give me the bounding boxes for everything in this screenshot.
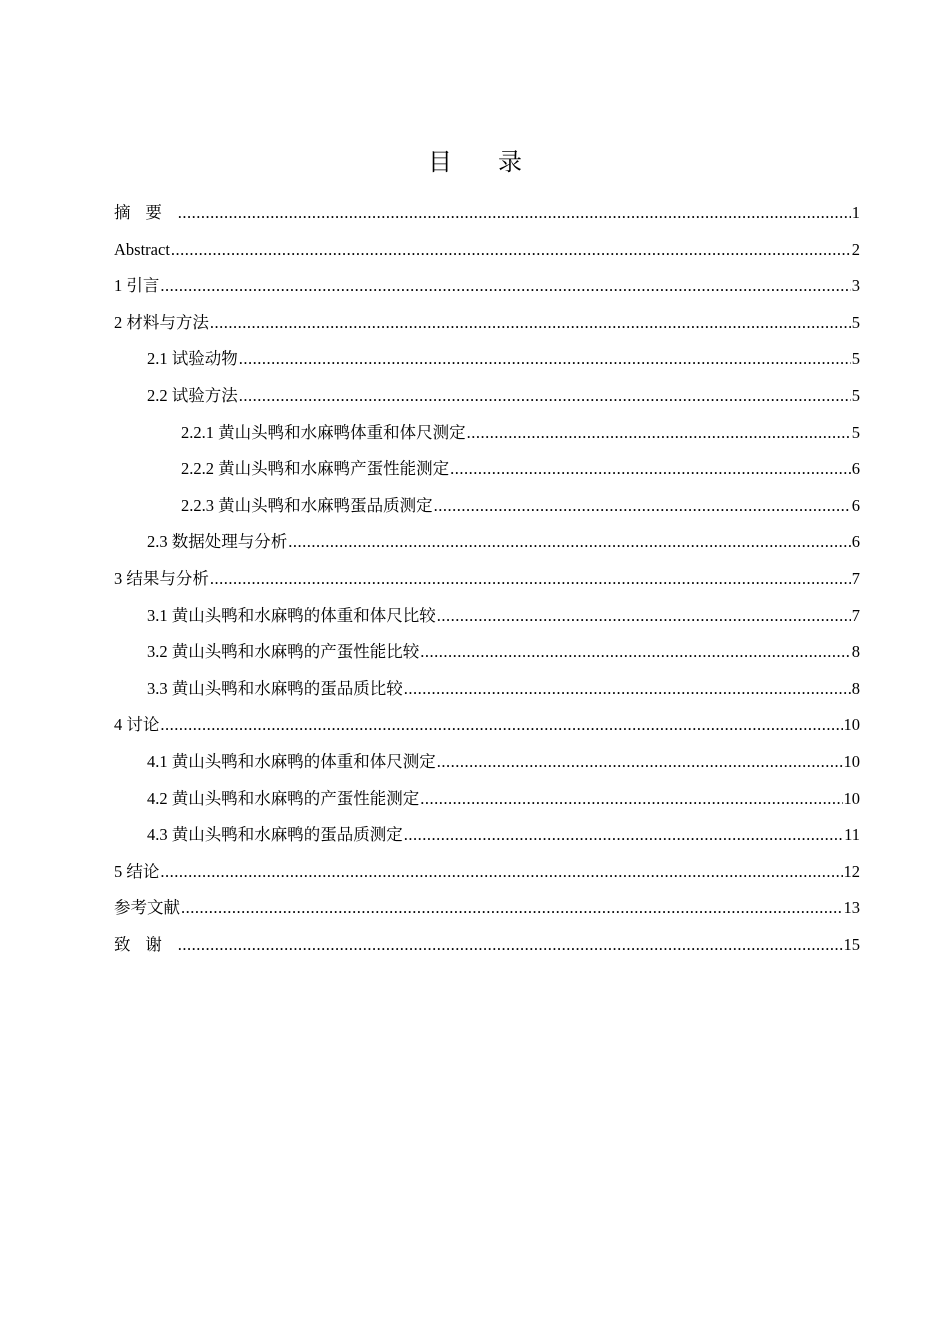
toc-entry[interactable]	[114, 927, 860, 964]
toc-dot-leader	[288, 524, 851, 561]
toc-dot-leader	[160, 854, 842, 891]
toc-entry-page-number: 6	[851, 532, 860, 552]
toc-entry[interactable]	[114, 524, 860, 561]
toc-entry[interactable]	[114, 451, 860, 488]
toc-entry-label: 3.3 黄山头鸭和水麻鸭的蛋品质比较	[147, 678, 403, 698]
toc-entry-label: 4.1 黄山头鸭和水麻鸭的体重和体尺测定	[147, 751, 436, 771]
toc-entry-label: 2.2 试验方法	[147, 385, 238, 405]
toc-entry-page-number: 8	[851, 678, 860, 698]
toc-entry-page-number: 8	[851, 642, 860, 662]
toc-entry-label: 4 讨论	[114, 715, 160, 735]
toc-dot-leader	[450, 451, 851, 488]
toc-dot-leader	[437, 744, 843, 781]
toc-dot-leader	[420, 781, 842, 818]
toc-entry[interactable]	[114, 854, 860, 891]
toc-entry-label: 致谢	[114, 934, 177, 954]
page-title	[0, 146, 950, 180]
toc-entry-page-number: 5	[851, 349, 860, 369]
toc-entry-label: 摘要	[114, 203, 177, 222]
toc-entry-page-number: 10	[843, 788, 860, 808]
toc-entry[interactable]	[114, 195, 860, 232]
toc-dot-leader	[420, 634, 851, 671]
toc-dot-leader	[239, 378, 851, 415]
toc-entry-label: 3.1 黄山头鸭和水麻鸭的体重和体尺比较	[147, 605, 436, 625]
toc-dot-leader	[178, 195, 851, 232]
toc-entry-page-number: 2	[851, 239, 860, 259]
toc-dot-leader	[160, 268, 850, 305]
toc-entry[interactable]	[114, 268, 860, 305]
toc-entry-label: 2.2.3 黄山头鸭和水麻鸭蛋品质测定	[181, 495, 433, 515]
toc-dot-leader	[437, 598, 851, 635]
toc-entry[interactable]	[114, 744, 860, 781]
toc-entry[interactable]	[114, 707, 860, 744]
toc-entry[interactable]	[114, 415, 860, 452]
toc-entry-page-number: 12	[843, 861, 860, 881]
page-title-char-1: 目	[428, 150, 452, 176]
toc-entry[interactable]	[114, 232, 860, 269]
toc-entry-label: 2 材料与方法	[114, 312, 209, 332]
toc-dot-leader	[178, 927, 843, 964]
toc-entry-label: 3.2 黄山头鸭和水麻鸭的产蛋性能比较	[147, 642, 420, 662]
toc-dot-leader	[181, 890, 843, 927]
toc-entry-page-number: 13	[843, 898, 860, 918]
toc-entry[interactable]	[114, 671, 860, 708]
toc-entry-label: 参考文献	[114, 898, 180, 918]
toc-entry-page-number: 5	[851, 385, 860, 405]
toc-dot-leader	[160, 707, 842, 744]
toc-entry[interactable]	[114, 561, 860, 598]
toc-entry-page-number: 10	[843, 751, 860, 771]
toc-entry-page-number: 7	[851, 605, 860, 625]
toc-entry[interactable]	[114, 488, 860, 525]
toc-entry-page-number: 1	[851, 203, 860, 222]
toc-entry-label: 2.1 试验动物	[147, 349, 238, 369]
page-title-char-2: 录	[498, 150, 522, 176]
toc-entry-page-number: 7	[851, 568, 860, 588]
toc-entry-label: 1 引言	[114, 276, 160, 296]
toc-entry[interactable]	[114, 598, 860, 635]
toc-entry[interactable]	[114, 378, 860, 415]
toc-entry[interactable]	[114, 341, 860, 378]
toc-entry-label: 2.2.2 黄山头鸭和水麻鸭产蛋性能测定	[181, 459, 450, 479]
toc-entry-page-number: 10	[843, 715, 860, 735]
toc-entry[interactable]	[114, 817, 860, 854]
toc-entry[interactable]	[114, 890, 860, 927]
toc-dot-leader	[404, 817, 843, 854]
toc-dot-leader	[434, 488, 851, 525]
toc-dot-leader	[467, 415, 851, 452]
toc-entry-label: 3 结果与分析	[114, 568, 209, 588]
toc-entry[interactable]	[114, 634, 860, 671]
toc-entry[interactable]	[114, 781, 860, 818]
toc-entry[interactable]	[114, 305, 860, 342]
toc-dot-leader	[404, 671, 851, 708]
toc-dot-leader	[210, 561, 851, 598]
toc-entry-page-number: 5	[851, 422, 860, 442]
toc-dot-leader	[210, 305, 851, 342]
toc-entry-page-number: 15	[843, 934, 860, 954]
table-of-contents	[114, 195, 860, 963]
toc-entry-page-number: 5	[851, 312, 860, 332]
toc-entry-label: 2.3 数据处理与分析	[147, 532, 288, 552]
toc-entry-label: Abstract	[114, 239, 170, 259]
toc-entry-page-number: 6	[851, 459, 860, 479]
toc-entry-page-number: 6	[851, 495, 860, 515]
toc-dot-leader	[171, 232, 851, 269]
toc-dot-leader	[239, 341, 851, 378]
toc-entry-page-number: 11	[844, 825, 860, 845]
toc-entry-label: 5 结论	[114, 861, 160, 881]
toc-entry-label: 4.3 黄山头鸭和水麻鸭的蛋品质测定	[147, 825, 403, 845]
toc-entry-label: 2.2.1 黄山头鸭和水麻鸭体重和体尺测定	[181, 422, 466, 442]
toc-entry-label: 4.2 黄山头鸭和水麻鸭的产蛋性能测定	[147, 788, 420, 808]
toc-entry-page-number: 3	[851, 276, 860, 296]
